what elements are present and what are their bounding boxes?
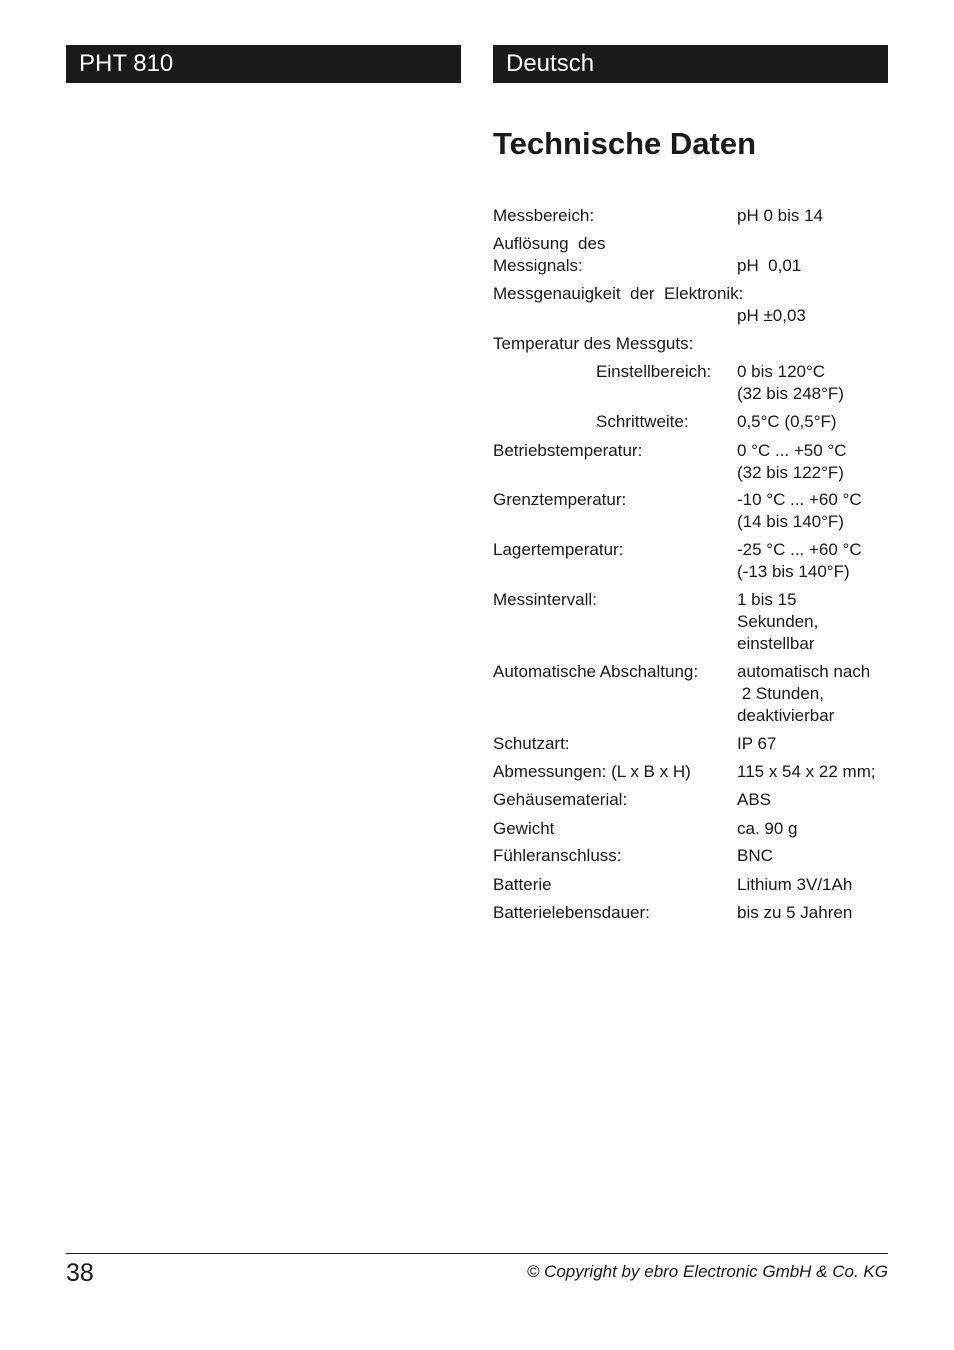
spec-label: Batterielebensdauer: <box>493 903 650 922</box>
spec-value: pH 0 bis 14 <box>737 206 823 225</box>
spec-value: BNC <box>737 846 773 865</box>
spec-label: Fühleranschluss: <box>493 846 622 865</box>
spec-label: Einstellbereich: <box>596 362 712 381</box>
spec-label: Gewicht <box>493 819 555 838</box>
spec-label: Schutzart: <box>493 734 570 753</box>
spec-value: pH 0,01 <box>737 256 802 275</box>
spec-value: 0 °C ... +50 °C (32 bis 122°F) <box>737 441 847 482</box>
model-name: PHT 810 <box>79 50 174 77</box>
spec-value: 115 x 54 x 22 mm; <box>737 762 876 781</box>
page-title: Technische Daten <box>493 126 757 161</box>
spec-label: Messbereich: <box>493 206 595 225</box>
spec-value: pH ±0,03 <box>737 306 806 325</box>
language-header-bar <box>493 45 888 83</box>
spec-value: -25 °C ... +60 °C (-13 bis 140°F) <box>737 540 862 581</box>
spec-label: Batterie <box>493 875 552 894</box>
spec-label: Lagertemperatur: <box>493 540 624 559</box>
spec-value: bis zu 5 Jahren <box>737 903 853 922</box>
language-label: Deutsch <box>506 50 595 77</box>
spec-value: ABS <box>737 790 772 809</box>
spec-value: -10 °C ... +60 °C (14 bis 140°F) <box>737 490 862 531</box>
spec-label: Auflösung des Messignals: <box>493 234 606 275</box>
spec-value: automatisch nach 2 Stunden, deaktivierbar <box>737 662 871 725</box>
spec-label: Betriebstemperatur: <box>493 441 643 460</box>
spec-label: Temperatur des Messguts: <box>493 334 694 353</box>
spec-label: Gehäusematerial: <box>493 790 628 809</box>
spec-label: Automatische Abschaltung: <box>493 662 699 681</box>
footer-divider <box>66 1253 888 1254</box>
spec-value: 1 bis 15 Sekunden, einstellbar <box>737 590 819 653</box>
spec-label: Abmessungen: (L x B x H) <box>493 762 691 781</box>
spec-label: Schrittweite: <box>596 412 689 431</box>
spec-value: 0,5°C (0,5°F) <box>737 412 837 431</box>
spec-label: Messgenauigkeit der Elektronik: <box>493 284 744 303</box>
spec-value: 0 bis 120°C (32 bis 248°F) <box>737 362 844 403</box>
spec-value: Lithium 3V/1Ah <box>737 875 853 894</box>
spec-value: IP 67 <box>737 734 777 753</box>
page-number: 38 <box>66 1259 94 1287</box>
model-header-bar <box>66 45 461 83</box>
spec-value: ca. 90 g <box>737 819 798 838</box>
spec-label: Messintervall: <box>493 590 597 609</box>
copyright-notice: © Copyright by ebro Electronic GmbH & Co. KG <box>526 1262 888 1281</box>
spec-label: Grenztemperatur: <box>493 490 627 509</box>
